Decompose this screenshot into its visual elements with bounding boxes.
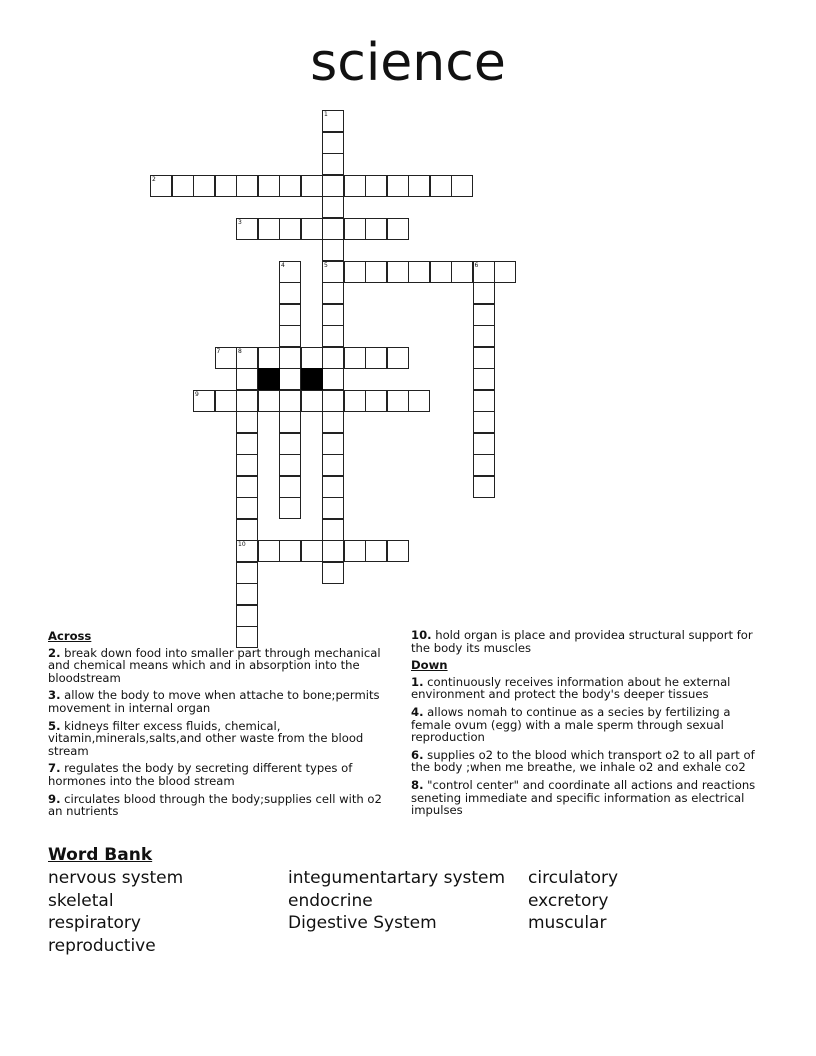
grid-cell[interactable]: [301, 218, 323, 240]
grid-cell[interactable]: [451, 175, 473, 197]
grid-cell[interactable]: [473, 261, 495, 283]
word-bank-item: muscular: [528, 913, 607, 933]
clue-number: 9: [195, 390, 199, 398]
clue-down-6: 6. supplies o2 to the blood which transport o2 to all part of the body ;when me breathe, we inhale o2 and exhale co2: [411, 747, 755, 775]
grid-cell[interactable]: [387, 347, 409, 369]
clue-number: 1: [324, 111, 328, 118]
grid-cell[interactable]: [258, 347, 280, 369]
grid-cell[interactable]: [150, 175, 172, 197]
grid-cell[interactable]: [236, 605, 258, 627]
grid-cell[interactable]: [322, 282, 344, 304]
grid-cell[interactable]: [387, 175, 409, 197]
grid-cell[interactable]: [215, 347, 237, 369]
clue-number: 7: [216, 347, 221, 355]
clue-across-5: 5. kidneys filter excess fluids, chemical, vitamin,minerals,salts,and other waste from the blood stream: [48, 718, 364, 758]
word-bank-item: circulatory: [528, 868, 619, 888]
grid-cell[interactable]: [322, 411, 344, 433]
grid-cell[interactable]: [322, 497, 344, 519]
grid-cell[interactable]: [408, 175, 430, 197]
grid-cell[interactable]: [236, 583, 258, 605]
word-bank-title: Word Bank: [48, 845, 153, 865]
grid-cell[interactable]: [473, 390, 495, 412]
clue-across-7: 7. regulates the body by secreting different types of hormones into the blood stream: [48, 761, 353, 788]
grid-cell[interactable]: [408, 390, 430, 412]
grid-cell[interactable]: [279, 433, 301, 455]
grid-cell[interactable]: [322, 519, 344, 541]
grid-cell[interactable]: [258, 175, 280, 197]
puzzle-title: science: [310, 33, 506, 93]
grid-cell[interactable]: [258, 390, 280, 412]
grid-cell[interactable]: [494, 261, 516, 283]
word-bank-item: integumentartary system: [288, 868, 506, 888]
clue-down-4: 4. allows nomah to continue as a secies by fertilizing a female ovum (egg) with a male sperm through sexual reproduction: [411, 704, 731, 745]
grid-cell[interactable]: [365, 218, 387, 240]
grid-cell[interactable]: [279, 540, 301, 562]
grid-cell[interactable]: [473, 476, 495, 498]
grid-cell[interactable]: [193, 175, 215, 197]
grid-cell[interactable]: [473, 282, 495, 304]
grid-cell[interactable]: [365, 540, 387, 562]
clue-across-10: 10. hold organ is place and providea structural support for the body its muscles: [411, 628, 753, 655]
grid-cell[interactable]: [451, 261, 473, 283]
grid-cell[interactable]: [473, 325, 495, 347]
grid-cell[interactable]: [215, 390, 237, 412]
grid-cell[interactable]: [344, 218, 366, 240]
clue-number: 2: [152, 175, 156, 183]
grid-cell[interactable]: [322, 239, 344, 261]
grid-cell[interactable]: [365, 347, 387, 369]
grid-cell[interactable]: [301, 540, 323, 562]
grid-cell[interactable]: [193, 390, 215, 412]
grid-cell[interactable]: [236, 218, 258, 240]
grid-cell[interactable]: [279, 497, 301, 519]
grid-cell[interactable]: [279, 390, 301, 412]
clue-number: 5: [324, 261, 328, 269]
grid-cell[interactable]: [408, 261, 430, 283]
grid-cell[interactable]: [236, 454, 258, 476]
grid-cell[interactable]: [387, 540, 409, 562]
grid-cell[interactable]: [172, 175, 194, 197]
clue-across-9: 9. circulates blood through the body;supplies cell with o2 an nutrients: [48, 791, 382, 819]
grid-cell[interactable]: [365, 175, 387, 197]
grid-cell[interactable]: [236, 540, 258, 562]
grid-cell[interactable]: [279, 175, 301, 197]
word-bank-item: nervous system: [48, 868, 184, 888]
grid-cell[interactable]: [236, 476, 258, 498]
grid-cell[interactable]: [322, 196, 344, 218]
grid-cell[interactable]: [279, 218, 301, 240]
grid-cell[interactable]: [279, 261, 301, 283]
grid-cell[interactable]: [258, 540, 280, 562]
word-bank-item: reproductive: [48, 935, 156, 956]
grid-cell[interactable]: [322, 454, 344, 476]
grid-cell[interactable]: [322, 390, 344, 412]
grid-cell[interactable]: [279, 368, 301, 390]
grid-cell[interactable]: [387, 218, 409, 240]
grid-cell[interactable]: [322, 110, 344, 132]
grid-cell[interactable]: [258, 218, 280, 240]
across-heading: Across: [48, 629, 92, 643]
grid-cell[interactable]: [301, 390, 323, 412]
clue-number: 4: [281, 261, 285, 269]
clues-column-right: [411, 629, 756, 822]
grid-cell[interactable]: [279, 282, 301, 304]
grid-cell[interactable]: [322, 218, 344, 240]
down-heading: Down: [411, 658, 448, 673]
grid-cell[interactable]: [365, 261, 387, 283]
grid-cell[interactable]: [301, 347, 323, 369]
grid-cell[interactable]: [322, 261, 344, 283]
grid-cell[interactable]: [473, 454, 495, 476]
grid-cell[interactable]: [473, 411, 495, 433]
grid-cell[interactable]: [322, 476, 344, 498]
word-bank-item: Digestive System: [288, 913, 437, 933]
grid-cell[interactable]: [473, 304, 495, 326]
grid-cell[interactable]: [279, 304, 301, 326]
black-square: [301, 368, 323, 390]
grid-cell[interactable]: [322, 175, 344, 197]
clue-across-2: 2. break down food into smaller part through mechanical and chemical means which and in absorption into the bloodstream: [48, 645, 381, 685]
grid-cell[interactable]: [322, 562, 344, 584]
grid-cell[interactable]: [344, 261, 366, 283]
word-bank-item: skeletal: [48, 890, 114, 911]
grid-cell[interactable]: [322, 368, 344, 390]
grid-cell[interactable]: [236, 175, 258, 197]
black-square: [258, 368, 280, 390]
word-bank-item: excretory: [528, 890, 609, 911]
grid-cell[interactable]: [279, 454, 301, 476]
grid-cell[interactable]: [322, 347, 344, 369]
grid-cell[interactable]: [344, 175, 366, 197]
clues-column-left: [48, 629, 393, 823]
grid-cell[interactable]: [322, 325, 344, 347]
grid-cell[interactable]: [430, 175, 452, 197]
grid-cell[interactable]: [322, 153, 344, 175]
grid-cell[interactable]: [473, 368, 495, 390]
grid-cell[interactable]: [279, 325, 301, 347]
grid-cell[interactable]: [236, 562, 258, 584]
grid-cell[interactable]: [322, 433, 344, 455]
clue-number: 3: [238, 218, 242, 226]
grid-cell[interactable]: [344, 540, 366, 562]
grid-cell[interactable]: [279, 347, 301, 369]
grid-cell[interactable]: [387, 390, 409, 412]
grid-cell[interactable]: [236, 519, 258, 541]
grid-cell[interactable]: [344, 347, 366, 369]
grid-cell[interactable]: [322, 132, 344, 154]
grid-cell[interactable]: [365, 390, 387, 412]
clue-number: 6: [474, 261, 479, 269]
grid-cell[interactable]: [215, 175, 237, 197]
word-bank: [48, 867, 768, 957]
grid-cell[interactable]: [344, 390, 366, 412]
grid-cell[interactable]: [473, 433, 495, 455]
grid-cell[interactable]: [279, 476, 301, 498]
clue-across-3: 3. allow the body to move when attache to bone;permits movement in internal organ: [48, 688, 380, 715]
grid-cell[interactable]: [301, 175, 323, 197]
grid-cell[interactable]: [236, 347, 258, 369]
clue-down-1: 1. continuously receives information about he external environment and protect the body's deeper tissues: [411, 674, 731, 702]
word-bank-item: respiratory: [48, 913, 141, 933]
grid-cell[interactable]: [236, 411, 258, 433]
word-bank-item: endocrine: [288, 890, 373, 911]
grid-cell[interactable]: [322, 304, 344, 326]
grid-cell[interactable]: [279, 411, 301, 433]
grid-cell[interactable]: [236, 497, 258, 519]
grid-cell[interactable]: [387, 261, 409, 283]
grid-cell[interactable]: [236, 433, 258, 455]
grid-cell[interactable]: [473, 347, 495, 369]
grid-cell[interactable]: [236, 390, 258, 412]
grid-cell[interactable]: [236, 368, 258, 390]
clue-number: 8: [238, 347, 242, 355]
grid-cell[interactable]: [322, 540, 344, 562]
clue-down-8: 8. "control center" and coordinate all actions and reactions seneting immediate and specific information as electrical impulses: [411, 777, 756, 818]
grid-cell[interactable]: [430, 261, 452, 283]
clue-number: 10: [238, 541, 246, 548]
